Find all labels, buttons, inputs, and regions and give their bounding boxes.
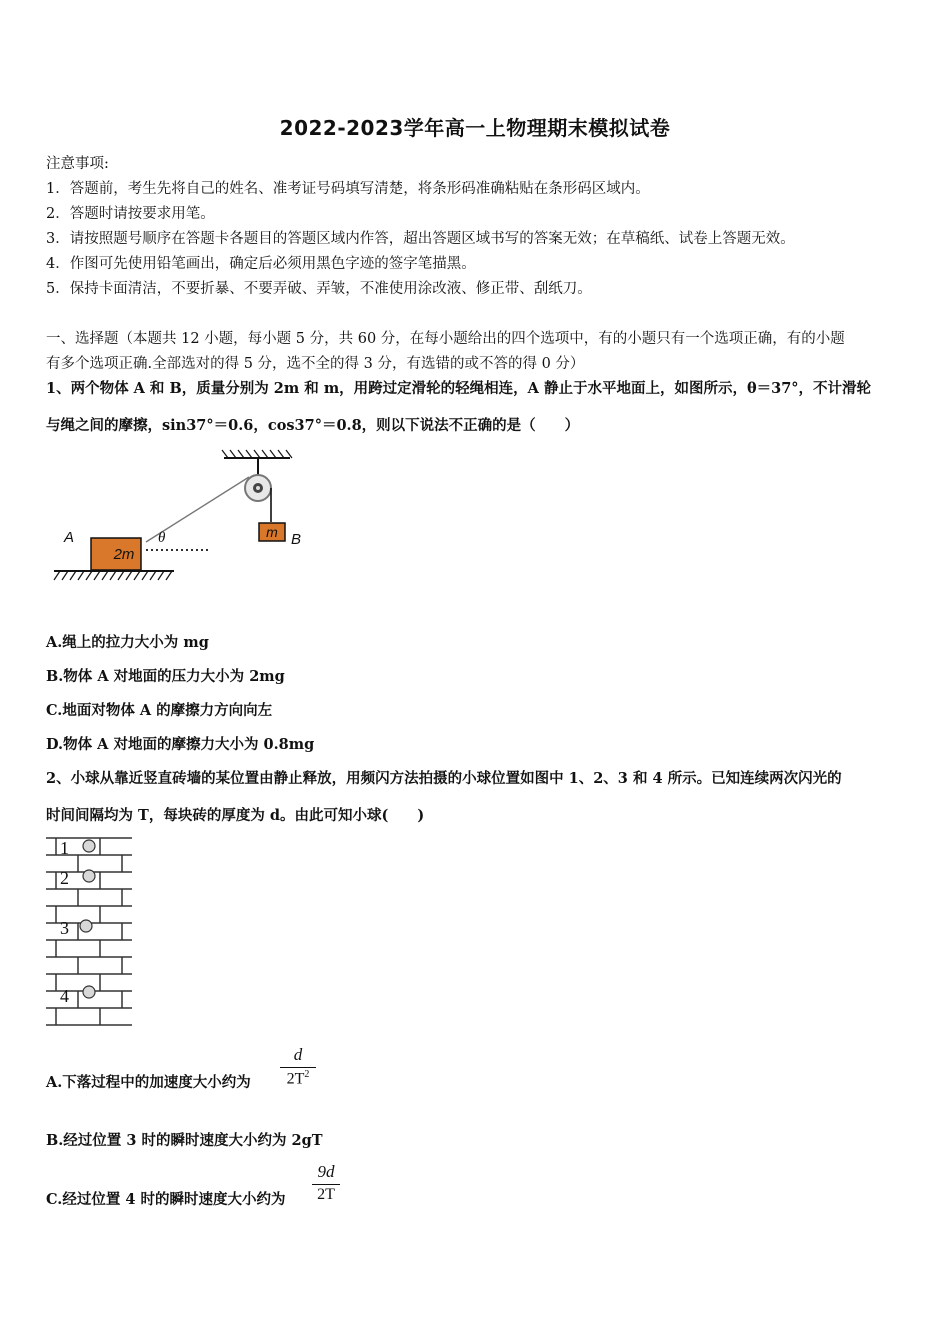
block-a-mass: 2m — [113, 546, 135, 563]
notice-item: 2．答题时请按要求用笔。 — [46, 206, 215, 222]
position-label-3: 3 — [60, 918, 69, 938]
question-2-option-b: B.经过位置 3 时的瞬时速度大小约为 2gT — [46, 1132, 323, 1149]
question-1-option-a: A.绳上的拉力大小为 mg — [46, 634, 209, 651]
block-b-mass: m — [266, 524, 278, 540]
fraction-a-bar — [280, 1067, 316, 1068]
notice-item: 1．答题前，考生先将自己的姓名、准考证号码填写清楚，将条形码准确粘贴在条形码区域内。 — [46, 181, 650, 197]
fraction-c-bar — [312, 1184, 340, 1185]
page-title: 2022-2023学年高一上物理期末模拟试卷 — [279, 116, 671, 140]
pulley-figure — [46, 446, 316, 591]
notice-item: 3．请按照题号顺序在答题卡各题目的答题区域内作答，超出答题区域书写的答案无效；在草稿纸、试卷上答题无效。 — [46, 231, 795, 247]
question-2-option-a: A.下落过程中的加速度大小约为 — [46, 1074, 251, 1091]
question-1-stem: 1、两个物体 A 和 B，质量分别为 2m 和 m，用跨过定滑轮的轻绳相连，A 静止于水平地面上，如图所示，θ＝37°，不计滑轮 — [46, 380, 872, 397]
ball-position-3 — [80, 920, 92, 932]
fraction-a-denominator — [280, 1069, 316, 1088]
question-2-stem: 2、小球从靠近竖直砖墙的某位置由静止释放，用频闪方法拍摄的小球位置如图中 1、2、3 和 4 所示。已知连续两次闪光的 — [46, 770, 842, 787]
ball-position-2 — [83, 870, 95, 882]
brick-wall-figure — [44, 834, 136, 1028]
notice-item: 5．保持卡面清洁，不要折暴、不要弄破、弄皱，不准使用涂改液、修正带、刮纸刀。 — [46, 281, 592, 297]
fraction-a-numerator: d — [293, 1045, 303, 1064]
position-label-1: 1 — [60, 838, 69, 858]
label-b: B — [291, 531, 302, 548]
fraction-c-numerator: 9d — [317, 1162, 335, 1181]
fraction-a-den-base: 2T — [286, 1070, 305, 1088]
fraction-a-den-exponent: 2 — [304, 1069, 310, 1080]
section-heading: 一、选择题（本题共 12 小题，每小题 5 分，共 60 分，在每小题给出的四个选项中，有的小题只有一个选项正确，有的小题 — [46, 331, 845, 347]
question-2-option-c: C.经过位置 4 时的瞬时速度大小约为 — [46, 1191, 286, 1208]
question-1-stem-cont: 与绳之间的摩擦，sin37°＝0.6，cos37°＝0.8，则以下说法不正确的是（ ） — [46, 417, 580, 434]
notice-item: 4．作图可先使用铅笔画出，确定后必须用黑色字迹的签字笔描黑。 — [46, 256, 476, 272]
fraction-c-denominator: 2T — [317, 1186, 335, 1203]
question-2-stem-cont: 时间间隔均为 T，每块砖的厚度为 d。由此可知小球( ) — [46, 807, 425, 824]
position-label-4: 4 — [60, 986, 69, 1006]
question-1-option-c: C.地面对物体 A 的摩擦力方向向左 — [46, 702, 273, 719]
angle-theta: θ — [158, 530, 166, 546]
label-a: A — [64, 529, 75, 546]
fraction-a — [280, 1045, 316, 1091]
ball-position-4 — [83, 986, 95, 998]
fraction-c — [312, 1162, 340, 1208]
ball-position-1 — [83, 840, 95, 852]
notice-heading: 注意事项: — [46, 156, 109, 172]
section-heading-cont: 有多个选项正确.全部选对的得 5 分，选不全的得 3 分，有选错的或不答的得 0 分） — [46, 356, 585, 372]
position-label-2: 2 — [60, 868, 69, 888]
question-1-option-b: B.物体 A 对地面的压力大小为 2mg — [46, 668, 285, 685]
question-1-option-d: D.物体 A 对地面的摩擦力大小为 0.8mg — [46, 736, 315, 753]
